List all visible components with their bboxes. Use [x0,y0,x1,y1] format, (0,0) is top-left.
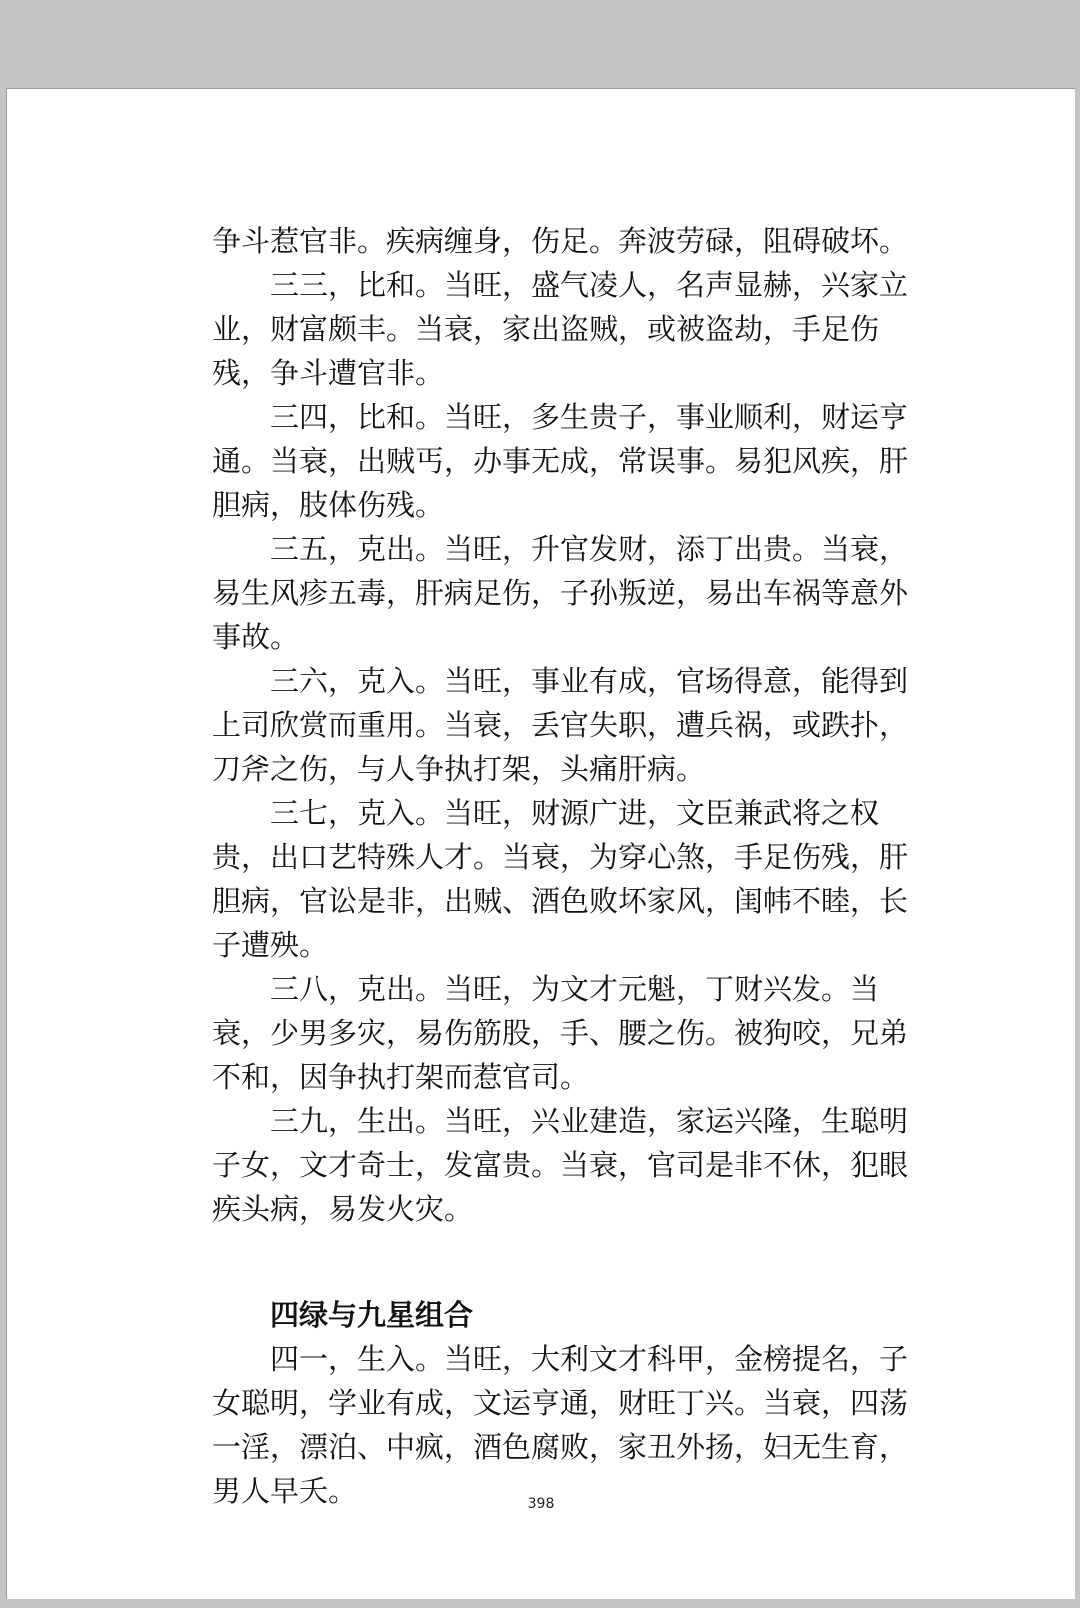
section-heading: 四绿与九星组合 [270,1298,474,1332]
paragraph-35: 三五，克出。当旺，升官发财，添丁出贵。当衰，易生风疹五毒，肝病足伤，子孙叛逆，易出车祸等意外事故。 [212,532,909,654]
paragraph-37: 三七，克入。当旺，财源广进，文臣兼武将之权贵，出口艺特殊人才。当衰，为穿心煞，手足伤残，肝胆病，官讼是非，出贼、酒色败坏家风，闺帏不睦，长子遭殃。 [212,796,909,962]
page-number: 398 [527,1496,555,1512]
paragraph-36: 三六，克入。当旺，事业有成，官场得意，能得到上司欣赏而重用。当衰，丢官失职，遭兵祸，或跌扑，刀斧之伤，与人争执打架，头痛肝病。 [212,664,909,786]
paragraph-39: 三九，生出。当旺，兴业建造，家运兴隆，生聪明子女，文才奇士，发富贵。当衰，官司是非不休，犯眼疾头病，易发火灾。 [212,1104,909,1226]
paragraph-34: 三四，比和。当旺，多生贵子，事业顺利，财运亨通。当衰，出贼丐，办事无成，常误事。易犯风疾，肝胆病，肢体伤残。 [212,400,909,522]
paragraph-continuation: 争斗惹官非。疾病缠身，伤足。奔波劳碌，阻碍破坏。 [212,224,909,258]
paragraph-41: 四一，生入。当旺，大利文才科甲，金榜提名，子女聪明，学业有成，文运亨通，财旺丁兴。当衰，四荡一淫，漂泊、中疯，酒色腐败，家丑外扬，妇无生育，男人早夭。 [212,1342,909,1508]
paragraph-33: 三三，比和。当旺，盛气凌人，名声显赫，兴家立业，财富颇丰。当衰，家出盗贼，或被盗劫，手足伤残，争斗遭官非。 [212,268,909,390]
paragraph-38: 三八，克出。当旺，为文才元魁，丁财兴发。当衰，少男多灾，易伤筋股，手、腰之伤。被狗咬，兄弟不和，因争执打架而惹官司。 [212,972,909,1094]
book-page [6,88,1075,1599]
body-text [212,219,912,1513]
